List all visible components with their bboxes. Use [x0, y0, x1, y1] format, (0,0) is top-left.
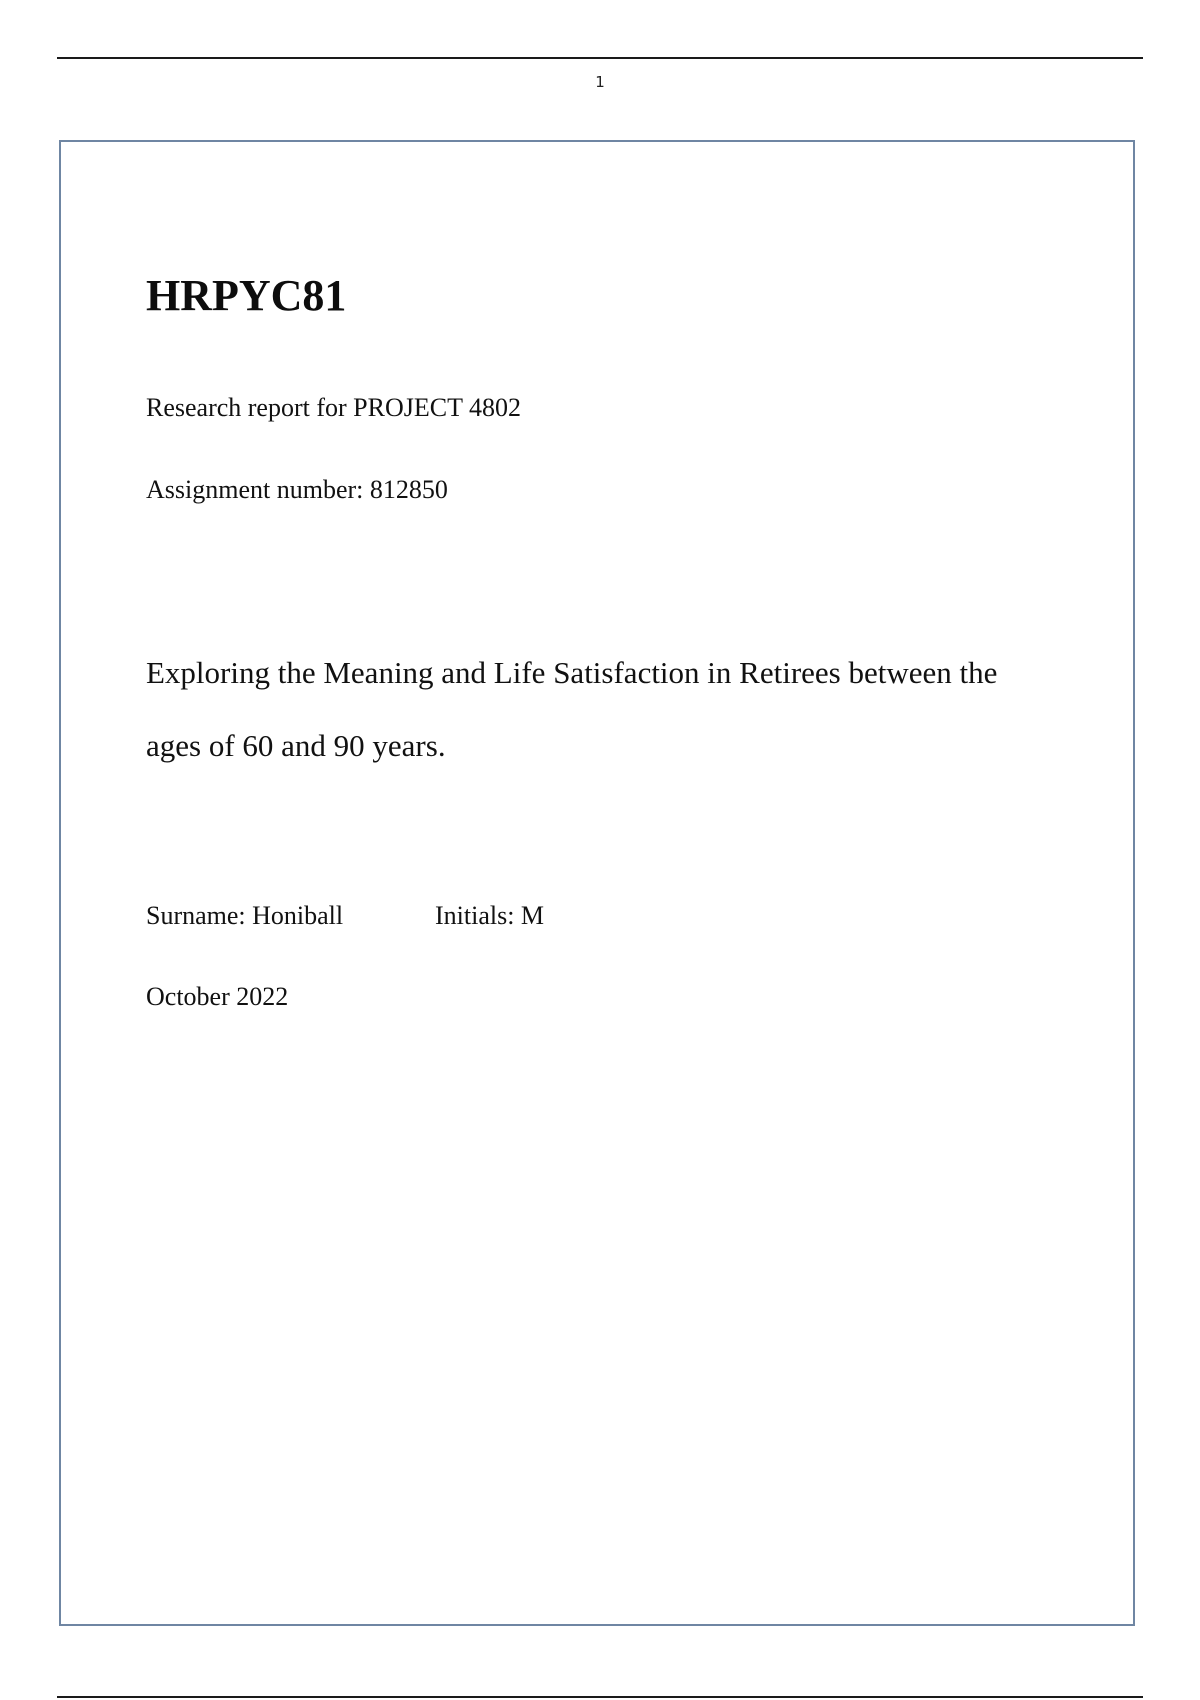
submission-date: October 2022	[146, 982, 289, 1011]
assignment-number: Assignment number: 812850	[146, 475, 448, 504]
report-subtitle: Research report for PROJECT 4802	[146, 393, 522, 422]
report-title-line-1: Exploring the Meaning and Life Satisfaction in Retirees between the	[146, 655, 998, 690]
author-surname: Surname: Honiball	[146, 901, 344, 930]
report-title	[146, 636, 1076, 782]
course-code: HRPYC81	[146, 271, 347, 320]
header-rule	[57, 57, 1143, 59]
report-title-line-2: ages of 60 and 90 years.	[146, 728, 446, 763]
footer-rule	[57, 1696, 1143, 1698]
cover-page-border	[59, 140, 1135, 1626]
author-initials: Initials: M	[435, 901, 545, 930]
page-number: 1	[595, 73, 605, 91]
